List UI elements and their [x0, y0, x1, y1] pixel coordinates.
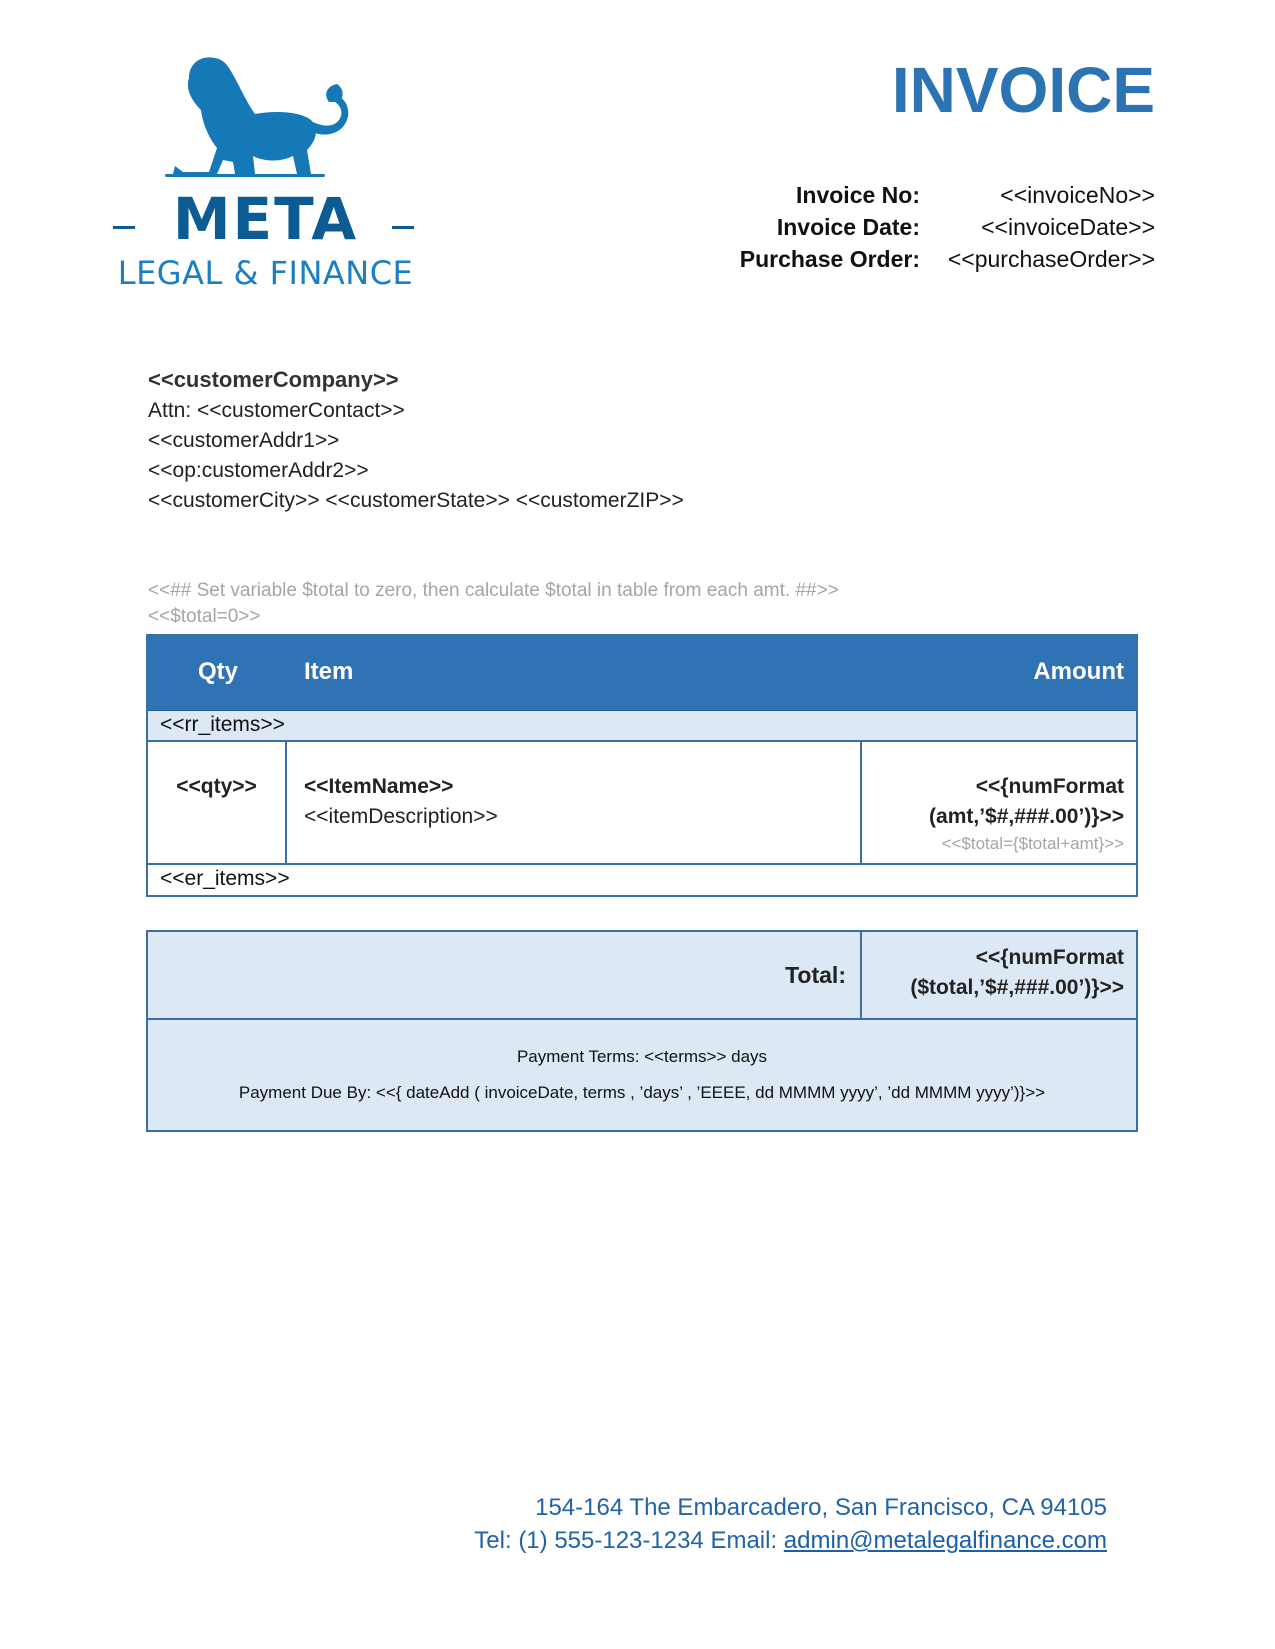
invoice-no-label: Invoice No:: [796, 182, 920, 208]
customer-company: <<customerCompany>>: [148, 367, 399, 392]
logo-dash-right: [392, 226, 414, 229]
repeat-end-row: [148, 863, 1136, 895]
item-name: <<ItemName>>: [304, 775, 454, 798]
header-item: Item: [304, 658, 354, 685]
purchase-order-value: <<purchaseOrder>>: [947, 246, 1155, 272]
header-amount: Amount: [1033, 658, 1124, 685]
total-value-line1: <<{numFormat: [975, 946, 1124, 969]
total-init-comment: <<$total=0>>: [148, 606, 261, 627]
repeat-start-tag: <<rr_items>>: [160, 713, 285, 736]
customer-addr2: <<op:customerAddr2>>: [148, 459, 369, 482]
repeat-end-tag: <<er_items>>: [160, 867, 290, 890]
divider-total: [860, 932, 862, 1018]
repeat-start-row: [148, 710, 1136, 742]
footer-email-link[interactable]: admin@metalegalfinance.com: [783, 1527, 1107, 1554]
item-amount-line1: <<{numFormat: [975, 775, 1124, 798]
items-table: [146, 634, 1138, 897]
footer-contact: [474, 1527, 1107, 1555]
footer-contact-prefix: Tel: (1) 555-123-1234 Email:: [474, 1527, 784, 1554]
item-description: <<itemDescription>>: [304, 805, 498, 828]
invoice-date-value: <<invoiceDate>>: [981, 214, 1155, 240]
payment-terms: Payment Terms: <<terms>> days: [516, 1047, 768, 1066]
template-comment: <<## Set variable $total to zero, then calculate $total in table from each amt. ##>>: [148, 580, 839, 601]
divider-terms: [148, 1018, 1136, 1020]
customer-city-line: <<customerCity>> <<customerState>> <<customerZIP>>: [148, 489, 684, 512]
purchase-order-label: Purchase Order:: [739, 246, 920, 272]
item-qty: <<qty>>: [176, 775, 257, 798]
invoice-title: INVOICE: [891, 54, 1155, 126]
logo-subtitle: LEGAL & FINANCE: [117, 254, 414, 292]
items-table-header: [148, 636, 1136, 710]
divider-amount: [860, 742, 862, 863]
logo-brand-text: META: [172, 185, 359, 253]
footer-address: 154-164 The Embarcadero, San Francisco, CA 94105: [535, 1494, 1107, 1521]
header-qty: Qty: [198, 658, 239, 685]
payment-due: Payment Due By: <<{ dateAdd ( invoiceDate, terms , ’days’ , ’EEEE, dd MMMM yyyy’, ’dd MMMM yyyy’)}>>: [238, 1083, 1046, 1102]
total-accumulate-comment: <<$total={$total+amt}>>: [941, 834, 1124, 853]
customer-attn: Attn: <<customerContact>>: [148, 399, 405, 422]
item-amount-line2: (amt,’$#,###.00’)}>>: [929, 805, 1124, 828]
invoice-no-value: <<invoiceNo>>: [1000, 182, 1155, 208]
total-table: [146, 930, 1138, 1132]
total-label: Total:: [785, 962, 846, 988]
total-value-line2: ($total,’$#,###.00’)}>>: [910, 976, 1124, 999]
customer-addr1: <<customerAddr1>>: [148, 429, 340, 452]
invoice-date-label: Invoice Date:: [776, 214, 920, 240]
divider-qty: [285, 742, 287, 863]
